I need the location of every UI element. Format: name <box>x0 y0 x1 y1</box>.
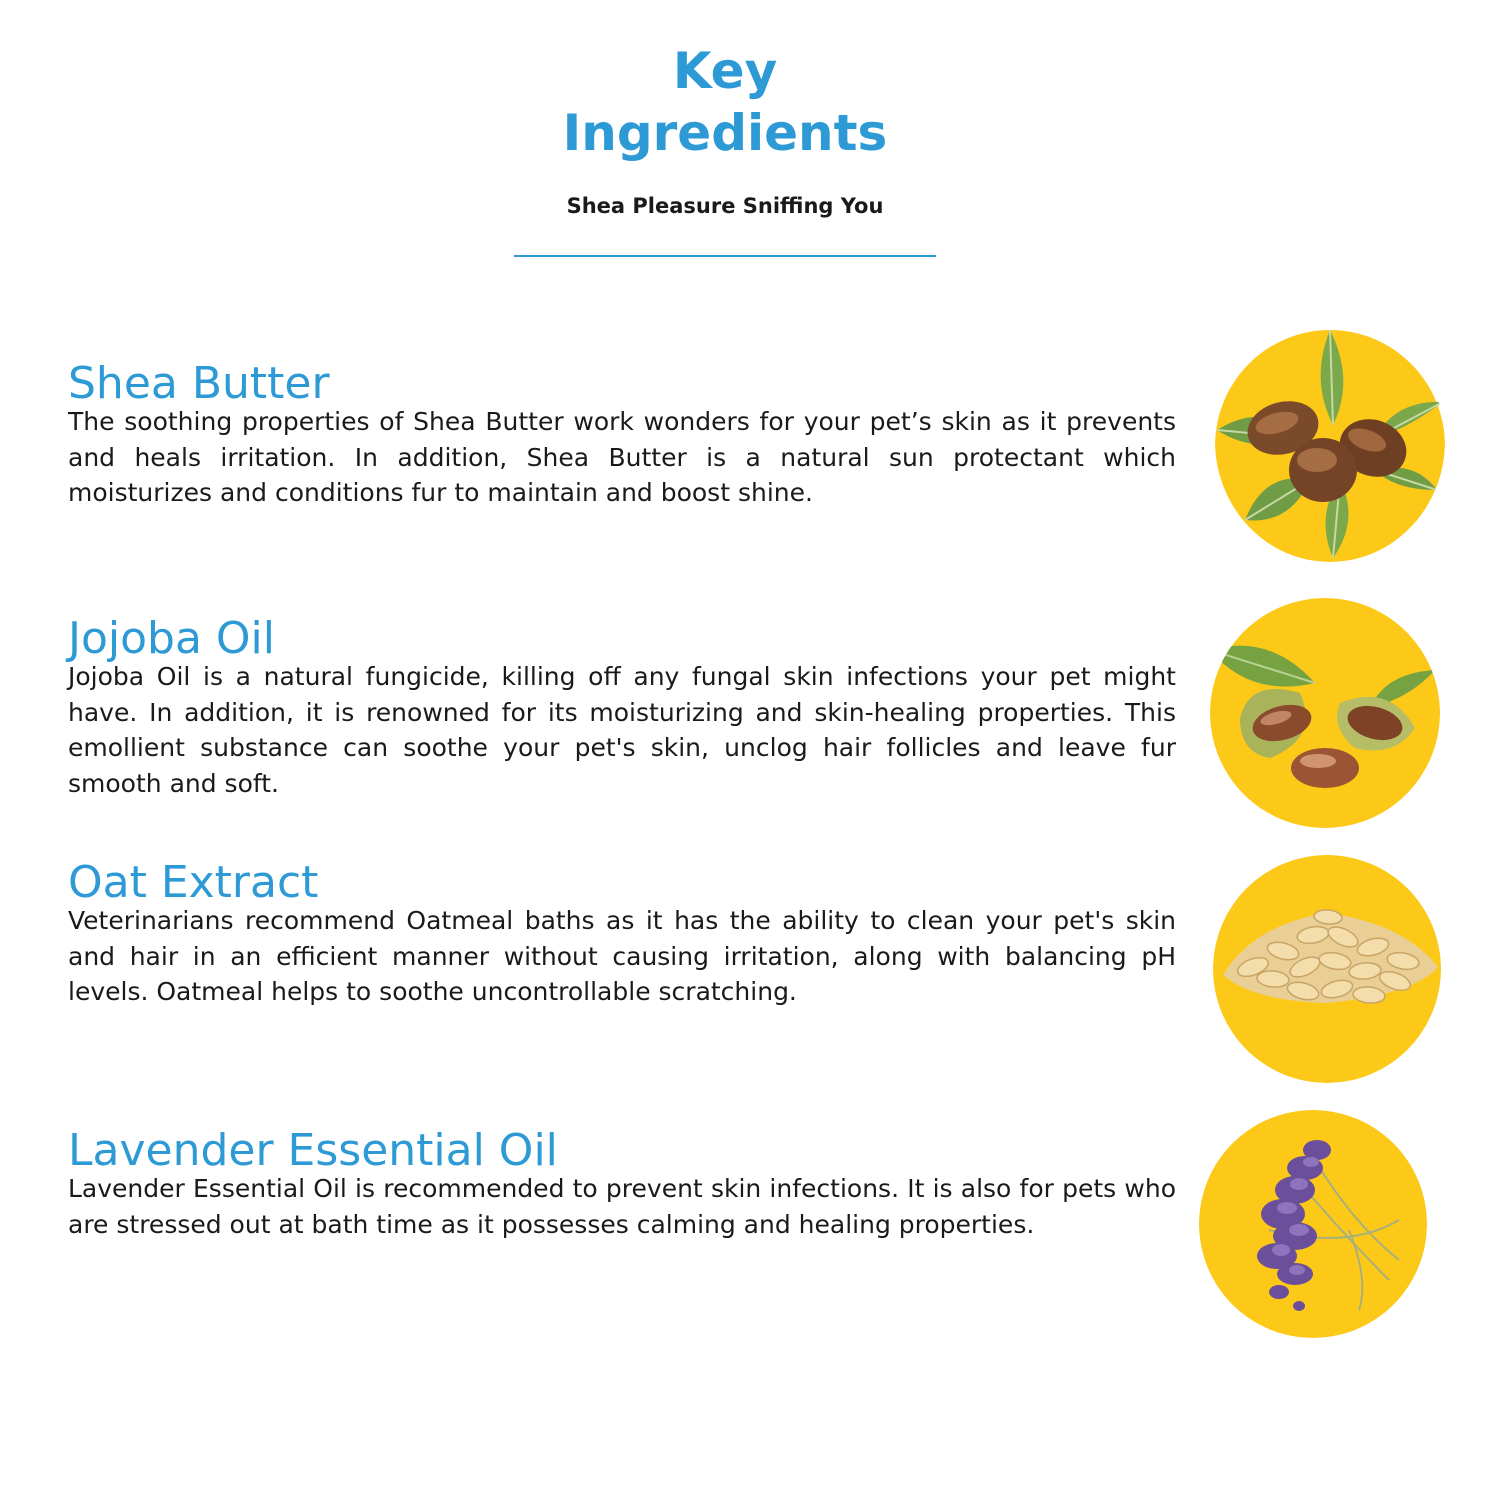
ingredient-shea-butter <box>68 358 1176 511</box>
page-title-line-2: Ingredients <box>562 104 888 162</box>
header-divider <box>514 255 936 257</box>
lavender-icon <box>1199 1110 1427 1338</box>
page-title-line-1: Key <box>672 42 778 100</box>
page-subtitle: Shea Pleasure Sniffing You <box>566 194 884 218</box>
ingredient-name: Lavender Essential Oil <box>68 1125 558 1176</box>
ingredient-lavender-essential-oil <box>68 1125 1176 1242</box>
ingredient-name: Jojoba Oil <box>68 613 276 664</box>
ingredient-oat-extract <box>68 857 1176 1010</box>
ingredient-description: The soothing properties of Shea Butter work wonders for your pet’s skin as it prevents and heals irritation. In addition, Shea Butter is a natural sun protectant which moisturizes and conditions fur to maintain and boost shine. <box>68 407 1176 507</box>
jojoba-seed-icon <box>1210 598 1440 828</box>
page-header <box>0 40 1450 218</box>
ingredient-description: Jojoba Oil is a natural fungicide, killing off any fungal skin infections your pet might have. In addition, it is renowned for its moisturizing and skin-healing properties. This emollient substance can soothe your pet's skin, unclog hair follicles and leave fur smooth and soft. <box>68 662 1176 798</box>
shea-nut-icon <box>1215 320 1445 562</box>
ingredient-jojoba-oil <box>68 613 1176 801</box>
ingredient-description: Lavender Essential Oil is recommended to prevent skin infections. It is also for pets who are stressed out at bath time as it possesses calming and healing properties. <box>68 1174 1176 1239</box>
ingredient-name: Shea Butter <box>68 358 330 409</box>
ingredient-description: Veterinarians recommend Oatmeal baths as it has the ability to clean your pet's skin and hair in an efficient manner without causing irritation, along with balancing pH levels. Oatmeal helps to soothe uncontrollable scratching. <box>68 906 1176 1006</box>
oat-flakes-icon <box>1213 855 1441 1083</box>
ingredient-name: Oat Extract <box>68 857 319 908</box>
